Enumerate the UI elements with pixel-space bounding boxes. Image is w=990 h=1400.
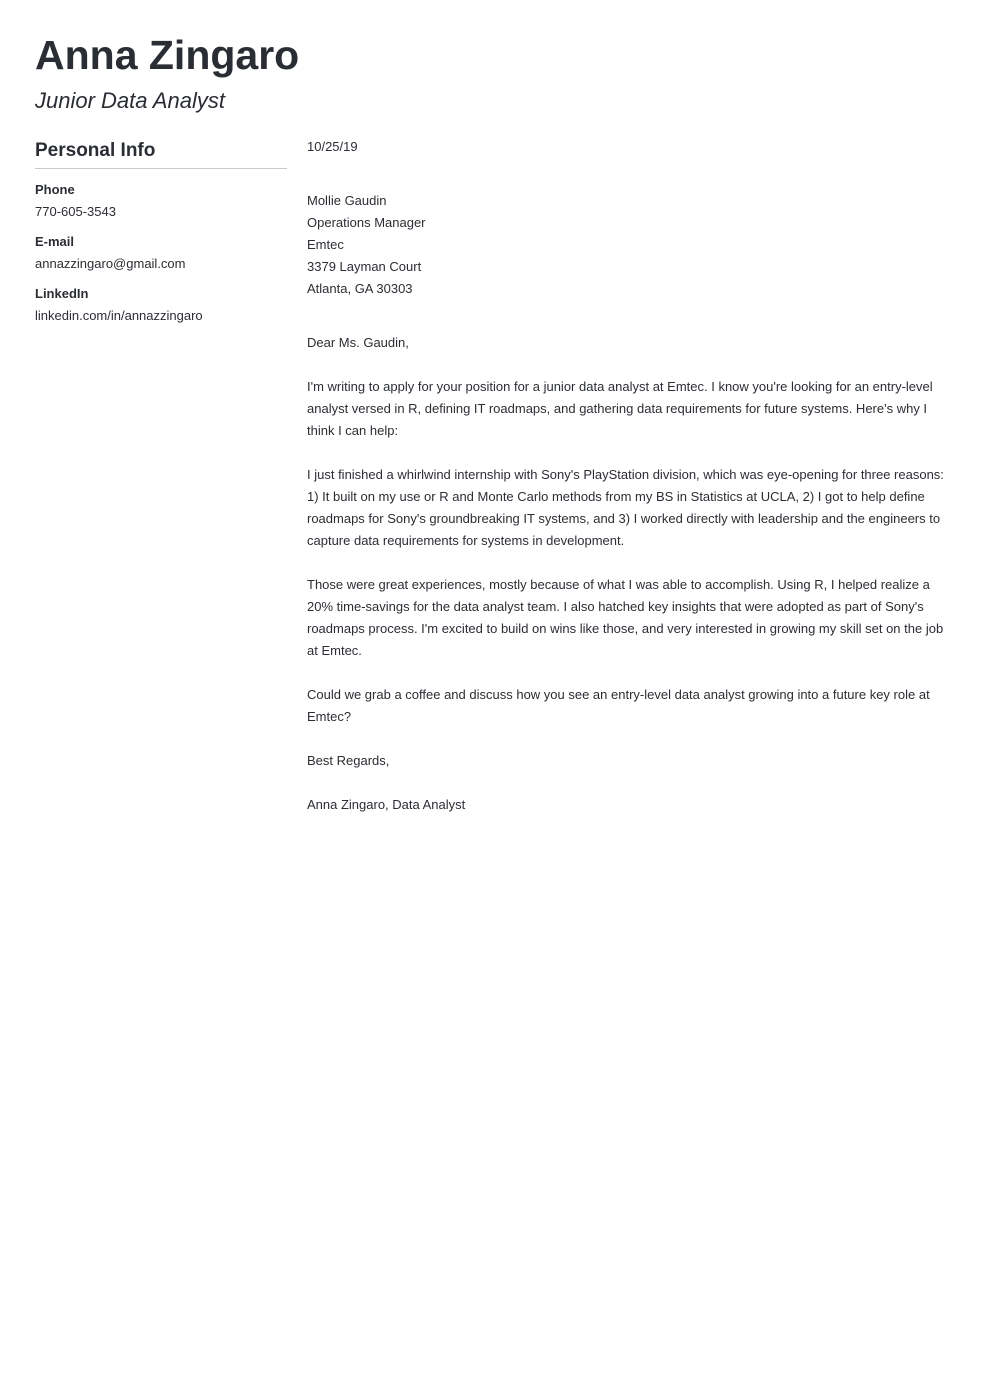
applicant-name: Anna Zingaro bbox=[35, 32, 300, 78]
linkedin-value: linkedin.com/in/annazzingaro bbox=[35, 308, 203, 323]
applicant-job-title: Junior Data Analyst bbox=[35, 88, 225, 113]
email-block bbox=[35, 231, 287, 275]
resume-header bbox=[35, 30, 299, 116]
recipient-name: Mollie Gaudin bbox=[307, 193, 387, 208]
letter-paragraph: I just finished a whirlwind internship with Sony's PlayStation division, which was eye-opening for three reasons: 1) It built on my use or R and Monte Carlo methods from my BS in Statistics at UCLA, 2) I got to help define roadmaps for Sony's groundbreaking IT systems, and 3) I worked directly with leadership and the engineers to capture data requirements for systems in development. bbox=[307, 467, 944, 548]
personal-info-sidebar bbox=[35, 138, 287, 335]
closing: Best Regards, bbox=[307, 753, 390, 768]
phone-block bbox=[35, 179, 287, 223]
letter-paragraph: I'm writing to apply for your position for a junior data analyst at Emtec. I know you're looking for an entry-level analyst versed in R, defining IT roadmaps, and gathering data requirements for future systems. Here's why I think I can help: bbox=[307, 379, 933, 438]
linkedin-block bbox=[35, 283, 287, 327]
salutation: Dear Ms. Gaudin, bbox=[307, 335, 409, 350]
linkedin-label: LinkedIn bbox=[35, 286, 89, 301]
letter-date: 10/25/19 bbox=[307, 139, 358, 154]
letter-paragraph: Those were great experiences, mostly because of what I was able to accomplish. Using R, I helped realize a 20% time-savings for the data analyst team. I also hatched key insights that were adopted as part of Sony's roadmaps process. I'm excited to build on wins like those, and very interested in growing my skill set on the job at Emtec. bbox=[307, 577, 944, 658]
letter-paragraph: Could we grab a coffee and discuss how you see an entry-level data analyst growing into a future key role at Emtec? bbox=[307, 687, 930, 724]
recipient-company: Emtec bbox=[307, 237, 344, 252]
signature: Anna Zingaro, Data Analyst bbox=[307, 797, 466, 812]
phone-label: Phone bbox=[35, 182, 75, 197]
recipient-street: 3379 Layman Court bbox=[307, 259, 422, 274]
recipient-address bbox=[307, 190, 949, 300]
cover-letter-body bbox=[307, 136, 949, 838]
email-label: E-mail bbox=[35, 234, 75, 249]
email-value: annazzingaro@gmail.com bbox=[35, 256, 186, 271]
recipient-city: Atlanta, GA 30303 bbox=[307, 281, 413, 296]
recipient-title: Operations Manager bbox=[307, 215, 426, 230]
personal-info-heading: Personal Info bbox=[35, 138, 287, 169]
phone-value: 770-605-3543 bbox=[35, 204, 116, 219]
